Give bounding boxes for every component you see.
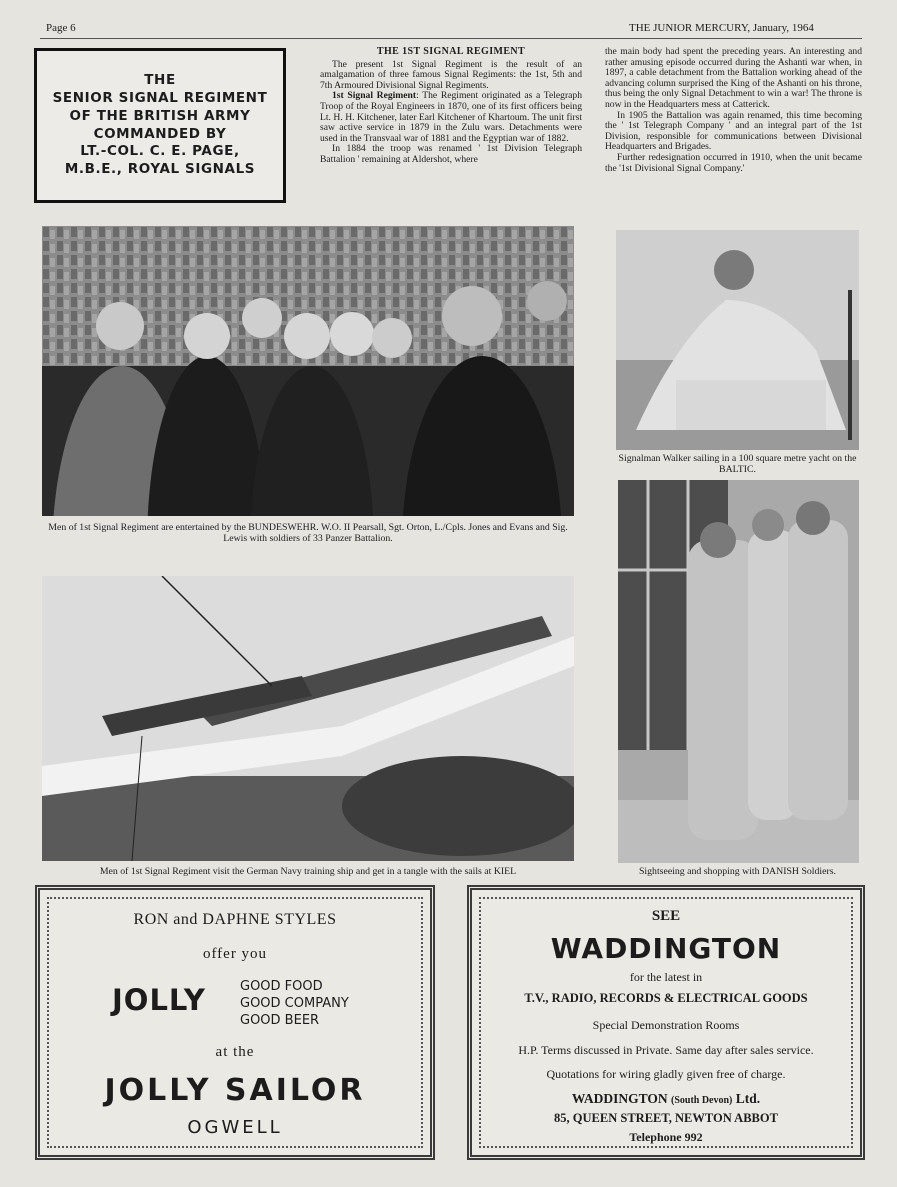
advert-good-list (240, 978, 349, 1029)
caption-bundeswehr: Men of 1st Signal Regiment are entertained by the BUNDESWEHR. W.O. II Pearsall, Sgt. Orton, L./Cpls. Jones and Evans and Sig. Lewis with soldiers of 33 Panzer Battalion. (48, 522, 568, 545)
advert-see: SEE (651, 908, 681, 924)
advert-good-beer: GOOD BEER (240, 1013, 320, 1028)
advert-good-food: GOOD FOOD (240, 979, 323, 994)
advert-quotations: Quotations for wiring gladly given free of charge. (546, 1067, 786, 1081)
article-paragraph: In 1905 the Battalion was again renamed, this time becoming the ' 1st Telegraph Company ' and an integral part of the 1st Division, responsible for communications between Divisional Headquarters and Brigades. (605, 109, 862, 153)
advert-owners: RON and DAPHNE STYLES (133, 911, 337, 928)
header-rule (40, 38, 862, 39)
advert-latest: for the latest in (629, 970, 703, 984)
article-paragraph: In 1884 the troop was renamed ' 1st Division Telegraph Battalion ' remaining at Aldershot, where (320, 143, 582, 165)
advert-pub-name: JOLLY SAILOR (104, 1073, 366, 1108)
photo-kiel-training-ship (42, 576, 574, 861)
title-line: THE (144, 72, 176, 89)
caption-kiel: Men of 1st Signal Regiment visit the German Navy training ship and get in a tangle with the sails at KIEL (99, 866, 517, 877)
photo-kiel-image (42, 576, 574, 861)
title-line: LT.-COL. C. E. PAGE, (80, 143, 240, 160)
advert-waddington (467, 885, 865, 1160)
photo-bundeswehr-image (42, 226, 574, 516)
advert-goods: T.V., RADIO, RECORDS & ELECTRICAL GOODS (524, 991, 808, 1005)
article-paragraph: The present 1st Signal Regiment is the result of an amalgamation of three famous Signal Regiments: the 1st, 5th and 7th Armoured Divisional Signal Regiments. (320, 58, 582, 91)
publication-header: THE JUNIOR MERCURY, January, 1964 (629, 22, 814, 34)
advert-company-line (472, 1091, 860, 1107)
advert-company-name: WADDINGTON (571, 1091, 668, 1106)
advert-jolly-big: JOLLY (112, 983, 206, 1017)
article-paragraph: Further redesignation occurred in 1910, when the unit became the '1st Divisional Signal Company.' (605, 151, 862, 174)
advert-inner-border (47, 897, 423, 1148)
title-line: SENIOR SIGNAL REGIMENT (52, 89, 268, 106)
article-column-2 (605, 47, 862, 174)
caption-danish: Sightseeing and shopping with DANISH Soldiers. (638, 866, 837, 877)
title-line: COMMANDED BY (93, 125, 227, 142)
article-paragraph (320, 91, 582, 144)
advert-address: 85, QUEEN STREET, NEWTON ABBOT (554, 1111, 778, 1125)
advert-good-company: GOOD COMPANY (240, 996, 349, 1011)
advert-place: OGWELL (187, 1117, 283, 1138)
photo-danish-image (618, 480, 859, 863)
regiment-title-box (34, 48, 286, 203)
photo-danish-soldiers (618, 480, 859, 863)
advert-hp-terms: H.P. Terms discussed in Private. Same day after sales service. (518, 1043, 814, 1057)
title-line: M.B.E., ROYAL SIGNALS (64, 161, 256, 178)
article-column-1 (320, 47, 582, 166)
photo-bundeswehr-soldiers (42, 226, 574, 516)
advert-at-the: at the (215, 1044, 255, 1060)
advert-demo-rooms: Special Demonstration Rooms (592, 1018, 740, 1032)
advert-company-sub: (South Devon) (670, 1095, 733, 1106)
caption-walker: Signalman Walker sailing in a 100 square metre yacht on the BALTIC. (618, 453, 857, 476)
advert-waddington-name: WADDINGTON (550, 932, 782, 965)
advert-jolly-sailor (35, 885, 435, 1160)
article-paragraph-text: : The Regiment originated as a Telegraph Troop of the Royal Engineers in 1870, one of its first officers being Lt. H. H. Kitchener, later Earl Kitchener of Khartoum. The unit first saw active service in 1879 in the Zulu wars. Detachments were used in the Transvaal war of 1881 and the Egyptian war of 1882. (320, 90, 582, 144)
advert-company-ltd: Ltd. (735, 1091, 761, 1106)
article-bold-lead: 1st Signal Regiment (332, 90, 417, 102)
photo-walker-image (616, 230, 859, 450)
advert-offer: offer you (202, 946, 268, 962)
title-line: OF THE BRITISH ARMY (69, 107, 251, 124)
page-number: Page 6 (46, 22, 76, 34)
advert-phone: Telephone 992 (629, 1130, 703, 1144)
article-paragraph: the main body had spent the preceding years. An interesting and rather amusing episode occurred during the Ashanti war when, in 1897, a cable detachment from the Battalion working ahead of the advancing column surprised the King of the Ashanti on his throne, thus being the only Signal Detachment to win a war! The throne is now in the Headquarters mess at Catterick. (605, 46, 862, 110)
article-heading: THE 1ST SIGNAL REGIMENT (376, 46, 526, 57)
photo-walker-sailing (616, 230, 859, 450)
